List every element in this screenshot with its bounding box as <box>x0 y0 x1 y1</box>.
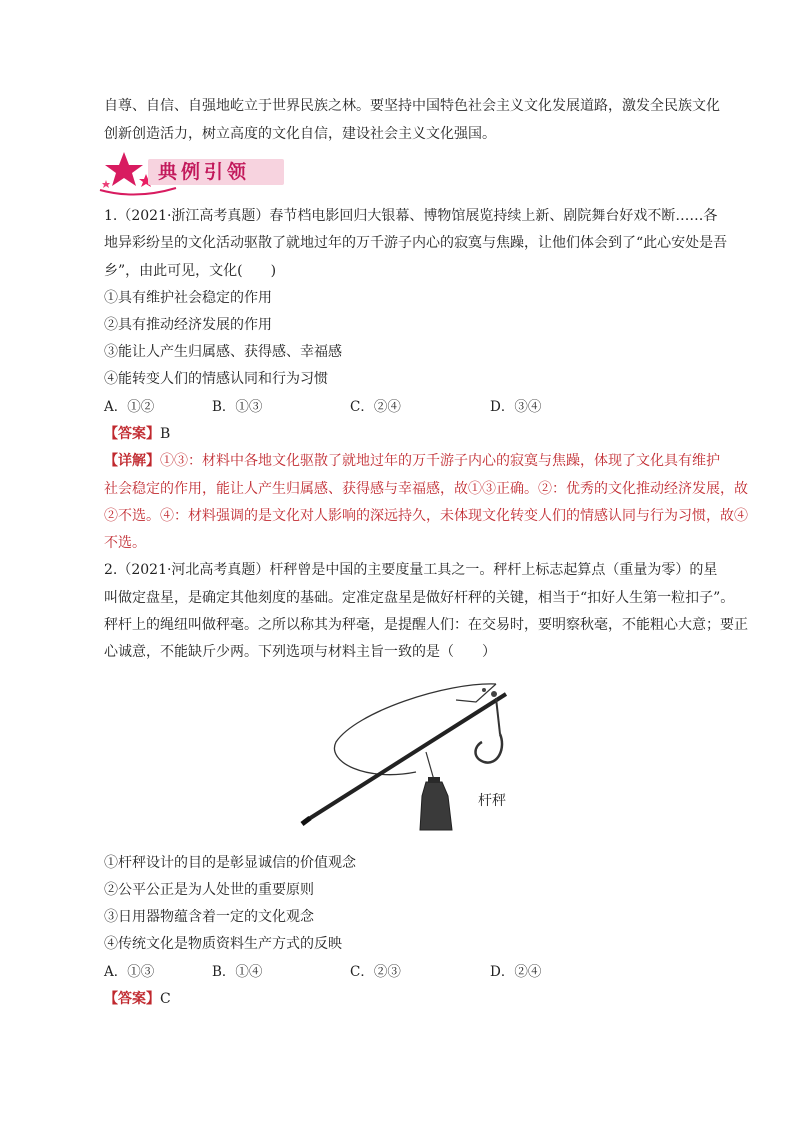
answer-label: 【答案】 <box>104 426 160 442</box>
q2-item-3: ③日用器物蕴含着一定的文化观念 <box>104 909 314 925</box>
q1-stem-line-2: 地异彩纷呈的文化活动驱散了就地过年的万千游子内心的寂寞与焦躁，让他们体会到了“此心安处是吾 <box>104 235 728 251</box>
q1-detail-line-2: 社会稳定的作用，能让人产生归属感、获得感与幸福感，故①③正确。②：优秀的文化推动经济发展，故 <box>104 481 748 497</box>
q1-choice-a: A．①② <box>104 399 155 415</box>
q2-item-2: ②公平公正是为人处世的重要原则 <box>104 882 314 898</box>
q2-choice-a: A．①③ <box>104 964 155 980</box>
q1-detail-line-4: 不选。 <box>104 535 146 551</box>
q1-item-4: ④能转变人们的情感认同和行为习惯 <box>104 371 328 387</box>
q2-answer <box>104 989 724 1009</box>
q1-item-1: ①具有维护社会稳定的作用 <box>104 290 272 306</box>
intro-line-2: 创新创造活力，树立高度的文化自信，建设社会主义文化强国。 <box>104 126 496 142</box>
q1-choice-b: B．①③ <box>212 399 263 415</box>
section-title: 典例引领 <box>158 161 251 183</box>
q2-choice-b: B．①④ <box>212 964 263 980</box>
detail-text-1: ①③：材料中各地文化驱散了就地过年的万千游子内心的寂寞与焦躁，体现了文化具有维护 <box>160 453 720 469</box>
figure-caption: 杆秤 <box>478 793 506 809</box>
q1-choice-d: D．③④ <box>490 399 542 415</box>
q2-choice-c: C．②③ <box>350 964 401 980</box>
section-banner <box>96 150 296 198</box>
q2-stem-line-4: 心诚意，不能缺斤少两。下列选项与材料主旨一致的是（ ） <box>104 644 496 660</box>
q2-choice-d: D．②④ <box>490 964 542 980</box>
q1-stem-line-1: 1.（2021·浙江高考真题）春节档电影回归大银幕、博物馆展览持续上新、剧院舞台好戏不断……各 <box>104 208 718 224</box>
q1-answer <box>104 424 724 444</box>
q2-item-1: ①杆秤设计的目的是彰显诚信的价值观念 <box>104 855 356 871</box>
q1-item-2: ②具有推动经济发展的作用 <box>104 317 272 333</box>
q1-stem-line-3: 乡”，由此可见，文化( ) <box>104 263 277 279</box>
detail-label: 【详解】 <box>104 453 160 469</box>
q2-item-4: ④传统文化是物质资料生产方式的反映 <box>104 936 342 952</box>
answer-label: 【答案】 <box>104 991 160 1007</box>
answer-value: B <box>160 426 171 442</box>
q1-detail-line-1 <box>104 451 724 471</box>
answer-value: C <box>160 991 171 1007</box>
q1-item-3: ③能让人产生归属感、获得感、幸福感 <box>104 344 342 360</box>
q2-stem-line-1: 2.（2021·河北高考真题）杆秤曾是中国的主要度量工具之一。秤杆上标志起算点（重量为零）的星 <box>104 562 718 578</box>
intro-line-1: 自尊、自信、自强地屹立于世界民族之林。要坚持中国特色社会主义文化发展道路，激发全民族文化 <box>104 98 720 114</box>
q1-detail-line-3: ②不选。④：材料强调的是文化对人影响的深远持久，未体现文化转变人们的情感认同与行为习惯，故④ <box>104 508 748 524</box>
q2-stem-line-3: 秤杆上的绳纽叫做秤毫。之所以称其为秤毫，是提醒人们：在交易时，要明察秋毫，不能粗心大意；要正 <box>104 617 748 633</box>
q1-choice-c: C．②④ <box>350 399 401 415</box>
q2-stem-line-2: 叫做定盘星，是确定其他刻度的基础。定准定盘星是做好杆秤的关键，相当于“扣好人生第一粒扣子”。 <box>104 590 735 606</box>
